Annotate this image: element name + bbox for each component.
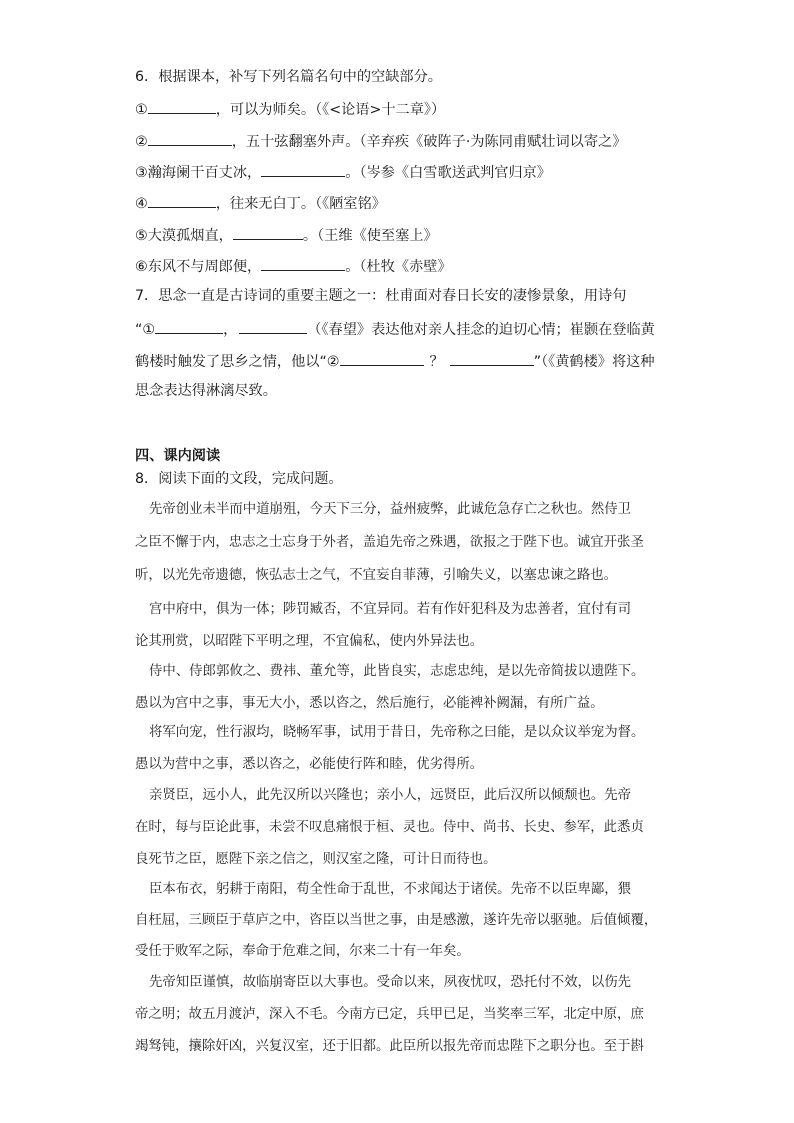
passage-line: 受任于败军之际，奉命于危难之间，尔来二十有一年矣。 xyxy=(135,944,470,959)
q7-line-3-end: ”（《黄鹤楼》将这种 xyxy=(533,354,655,370)
section-heading: 四、课内阅读 xyxy=(135,448,221,464)
q7-question-mark: ？ xyxy=(429,354,444,370)
answer-blank-2[interactable] xyxy=(148,130,232,146)
passage-line: 将军向宠，性行淑均，晓畅军事，试用于昔日，先帝称之曰能，是以众议举宠为督。 xyxy=(149,725,645,740)
passage-line: 论其刑赏，以昭陛下平明之理，不宜偏私，使内外异法也。 xyxy=(135,634,484,649)
passage-line: 先帝知臣谨慎，故临崩寄臣以大事也。受命以来，夙夜忧叹，恐托付不效，以伤先 xyxy=(149,975,632,990)
answer-blank-6[interactable] xyxy=(261,255,345,271)
passage-line: 臣本布衣，躬耕于南阳，苟全性命于乱世，不求闻达于诸侯。先帝不以臣卑鄙，猥 xyxy=(149,882,632,897)
passage-line: 自枉屈，三顾臣于草庐之中，咨臣以当世之事，由是感激，遂许先帝以驱驰。后值倾覆， xyxy=(135,913,658,928)
q6-item-1 xyxy=(135,98,445,120)
q7-line-3 xyxy=(135,350,655,372)
q6-item-3-post: 。（岑参《白雪歌送武判官归京》 xyxy=(345,165,551,181)
passage-line: 在时，每与臣论此事，未尝不叹息痛恨于桓、灵也。侍中、尚书、长史、参军，此悉贞 xyxy=(135,820,644,835)
answer-blank-9[interactable] xyxy=(340,350,424,366)
q6-title: 6．根据课本，补写下列名篇名句中的空缺部分。 xyxy=(135,69,442,85)
answer-blank-10[interactable] xyxy=(450,350,534,366)
q6-item-4-post: ，往来无白丁。（《陋室铭》 xyxy=(215,196,386,212)
q6-item-5 xyxy=(135,224,438,246)
passage-line: 亲贤臣，远小人，此先汉所以兴隆也；亲小人，远贤臣，此后汉所以倾颓也。先帝 xyxy=(149,788,632,803)
passage-line: 愚以为宫中之事，事无大小，悉以咨之，然后施行，必能裨补阙漏，有所广益。 xyxy=(135,696,604,711)
q6-item-6-post: 。（杜牧《赤壁》 xyxy=(345,259,452,275)
q6-item-3 xyxy=(135,161,551,183)
q7-line-2-text: （《春望》表达他对亲人挂念的迫切心情；崔颢在登临黄 xyxy=(307,322,655,338)
q7-open-quote: “① xyxy=(135,322,156,338)
q6-item-4-pre: ④ xyxy=(135,196,148,212)
q6-item-2-pre: ② xyxy=(135,134,148,150)
q6-item-6 xyxy=(135,255,452,277)
q6-item-1-post: ，可以为师矣。（《<论语>十二章》） xyxy=(215,102,446,118)
q7-line-4: 思念表达得淋漓尽致。 xyxy=(135,383,277,399)
passage-line: 良死节之臣，愿陛下亲之信之，则汉室之隆，可计日而待也。 xyxy=(135,852,497,867)
q6-item-3-pre: ③瀚海阑干百丈冰， xyxy=(135,165,262,181)
answer-blank-5[interactable] xyxy=(233,224,303,240)
answer-blank-3[interactable] xyxy=(261,161,345,177)
q7-comma: ， xyxy=(223,322,238,338)
q6-item-4 xyxy=(135,192,386,214)
q7-line-1: 7．思念一直是古诗词的重要主题之一：杜甫面对春日长安的凄惨景象，用诗句 xyxy=(135,288,627,304)
passage-line: 之臣不懈于内，忠志之士忘身于外者，盖追先帝之殊遇，欲报之于陛下也。诚宜开张圣 xyxy=(135,535,644,550)
q6-item-2 xyxy=(135,130,626,152)
q6-item-5-post: 。（王维《使至塞上》 xyxy=(302,228,438,244)
q6-item-6-pre: ⑥东风不与周郎便， xyxy=(135,259,262,275)
answer-blank-8[interactable] xyxy=(239,318,307,334)
passage-line: 竭驽钝，攘除奸凶，兴复汉室，还于旧都。此臣所以报先帝而忠陛下之职分也。至于斟 xyxy=(135,1039,644,1054)
q7-line-2 xyxy=(135,318,655,340)
q8-title: 8．阅读下面的文段，完成问题。 xyxy=(135,471,343,487)
passage-line: 愚以为营中之事，悉以咨之，必能使行阵和睦，优劣得所。 xyxy=(135,757,484,772)
passage-line: 宫中府中，俱为一体；陟罚臧否，不宜异同。若有作奸犯科及为忠善者，宜付有司 xyxy=(149,602,632,617)
passage-line: 帝之明；故五月渡泸，深入不毛。今南方已定，兵甲已足，当奖率三军，北定中原，庶 xyxy=(135,1007,644,1022)
passage-line: 听，以光先帝遗德，恢弘志士之气，不宜妄自菲薄，引喻失义，以塞忠谏之路也。 xyxy=(135,568,618,583)
answer-blank-1[interactable] xyxy=(148,98,216,114)
q7-line-3-text: 鹤楼时触发了思乡之情，他以“② xyxy=(135,354,340,370)
q6-item-2-post: ，五十弦翻塞外声。（辛弃疾《破阵子·为陈同甫赋壮词以寄之》 xyxy=(231,134,627,150)
answer-blank-7[interactable] xyxy=(155,318,223,334)
q6-item-5-pre: ⑤大漠孤烟直， xyxy=(135,228,233,244)
q6-item-1-pre: ① xyxy=(135,102,148,118)
passage-line: 先帝创业未半而中道崩殂，今天下三分，益州疲弊，此诚危急存亡之秋也。然侍卫 xyxy=(149,502,632,517)
answer-blank-4[interactable] xyxy=(148,192,216,208)
passage-line: 侍中、侍郎郭攸之、费祎、董允等，此皆良实，志虑忠纯，是以先帝简拔以遗陛下。 xyxy=(149,664,645,679)
